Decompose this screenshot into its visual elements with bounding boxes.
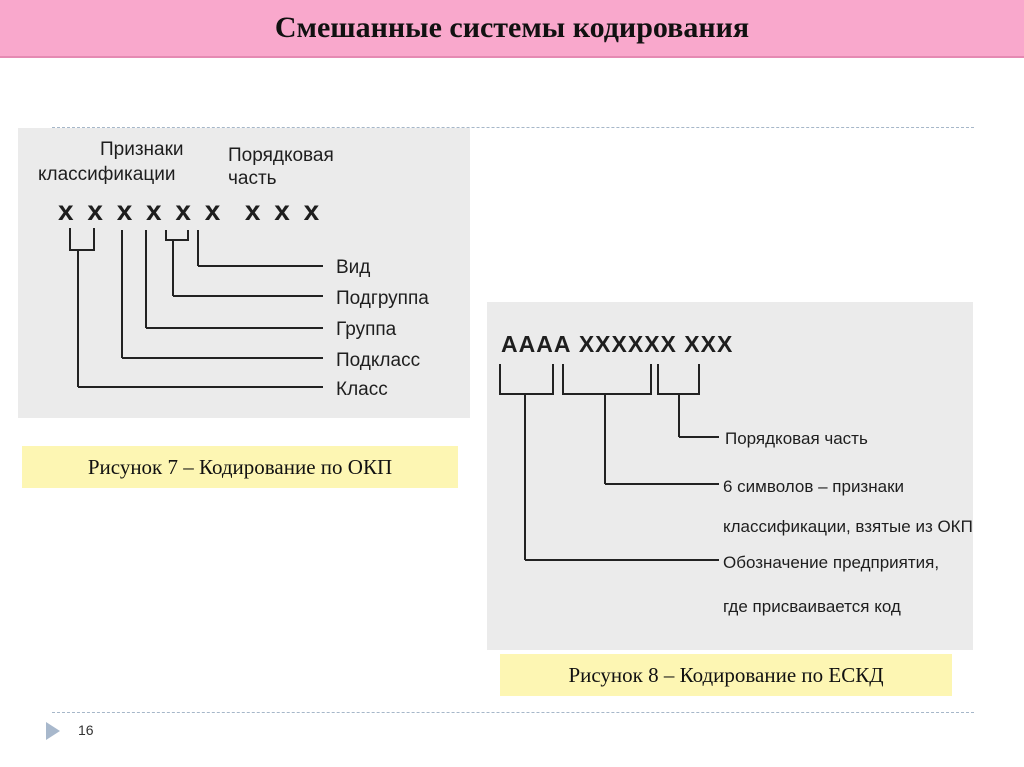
eskd-label-classification: классификации, взятые из ОКП — [723, 517, 973, 536]
eskd-label-six-symbols: 6 символов – признаки — [723, 477, 905, 496]
okp-diagram — [18, 128, 470, 418]
okp-header-ordinal-2: часть — [228, 168, 277, 189]
eskd-label-enterprise: Обозначение предприятия, — [723, 553, 940, 572]
caption-okp: Рисунок 7 – Кодирование по ОКП — [22, 446, 458, 488]
okp-label-gruppa: Группа — [336, 319, 397, 340]
okp-header-ordinal-1: Порядковая — [228, 145, 334, 166]
okp-code-pattern: х х х х х х х х х — [58, 195, 323, 226]
okp-header-features-1: Признаки — [100, 139, 184, 160]
eskd-label-assigned: где присваивается код — [723, 597, 901, 616]
bottom-divider — [52, 712, 974, 713]
eskd-brackets — [500, 364, 719, 560]
slide-number: 16 — [78, 722, 94, 738]
eskd-diagram — [487, 302, 973, 650]
figure-okp — [18, 128, 470, 418]
okp-label-podklass: Подкласс — [336, 350, 421, 371]
slide-title: Смешанные системы кодирования — [274, 11, 750, 44]
okp-label-vid: Вид — [336, 257, 371, 278]
okp-header-features-2: классификации — [38, 164, 176, 185]
eskd-label-ordinal: Порядковая часть — [725, 429, 868, 448]
play-arrow-icon — [46, 722, 60, 740]
okp-brackets — [70, 228, 323, 387]
okp-label-klass: Класс — [336, 379, 388, 400]
okp-label-podgruppa: Подгруппа — [336, 288, 429, 309]
figure-eskd — [487, 302, 973, 650]
caption-eskd: Рисунок 8 – Кодирование по ЕСКД — [500, 654, 952, 696]
eskd-code-pattern: АААА ХХХХХХ ХХХ — [501, 331, 734, 357]
title-bar — [0, 0, 1024, 58]
